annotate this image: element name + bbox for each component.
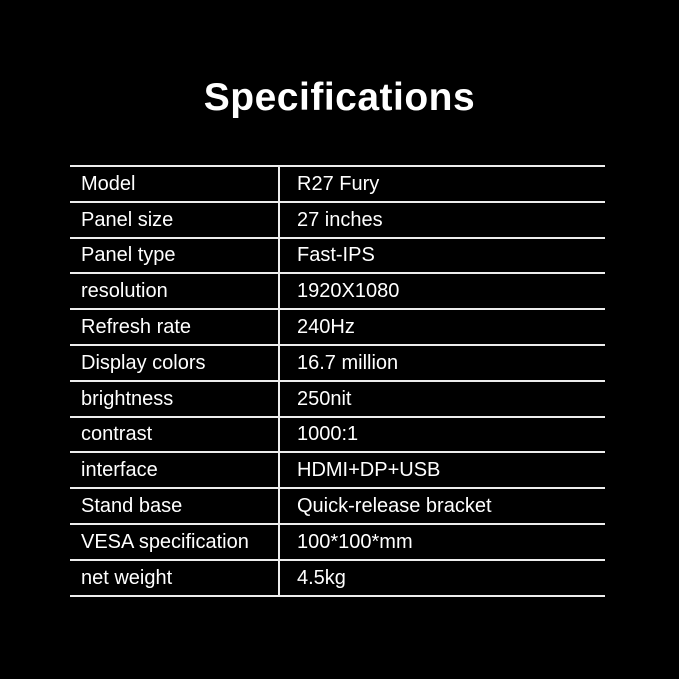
table-row — [70, 382, 605, 418]
table-row — [70, 489, 605, 525]
spec-value: Fast-IPS — [297, 245, 375, 266]
spec-table — [70, 165, 605, 597]
spec-value: 4.5kg — [297, 567, 346, 588]
spec-label: brightness — [70, 382, 280, 416]
spec-value: 100*100*mm — [297, 531, 413, 552]
table-row — [70, 203, 605, 239]
table-row — [70, 346, 605, 382]
spec-value: 16.7 million — [297, 352, 399, 373]
spec-label: net weight — [70, 561, 280, 595]
spec-label: VESA specification — [70, 525, 280, 559]
table-row — [70, 167, 605, 203]
spec-label: Panel size — [70, 203, 280, 237]
spec-value: HDMI+DP+USB — [297, 460, 441, 481]
spec-label: Display colors — [70, 346, 280, 380]
spec-value: 240Hz — [297, 317, 355, 338]
spec-value: 27 inches — [297, 209, 383, 230]
table-row — [70, 418, 605, 454]
table-row — [70, 453, 605, 489]
spec-label: Stand base — [70, 489, 280, 523]
table-row — [70, 274, 605, 310]
spec-label: Refresh rate — [70, 310, 280, 344]
spec-value: 1000:1 — [297, 424, 359, 445]
spec-value: R27 Fury — [297, 173, 380, 194]
spec-label: Model — [70, 167, 280, 201]
table-row — [70, 239, 605, 275]
spec-value: 1920X1080 — [297, 281, 400, 302]
spec-label: Panel type — [70, 239, 280, 273]
spec-label: resolution — [70, 274, 280, 308]
spec-label: interface — [70, 453, 280, 487]
table-row — [70, 525, 605, 561]
spec-value: 250nit — [297, 388, 352, 409]
table-row — [70, 310, 605, 346]
page-title: Specifications — [203, 76, 476, 119]
spec-value: Quick-release bracket — [297, 496, 492, 517]
table-row — [70, 561, 605, 597]
spec-label: contrast — [70, 418, 280, 452]
